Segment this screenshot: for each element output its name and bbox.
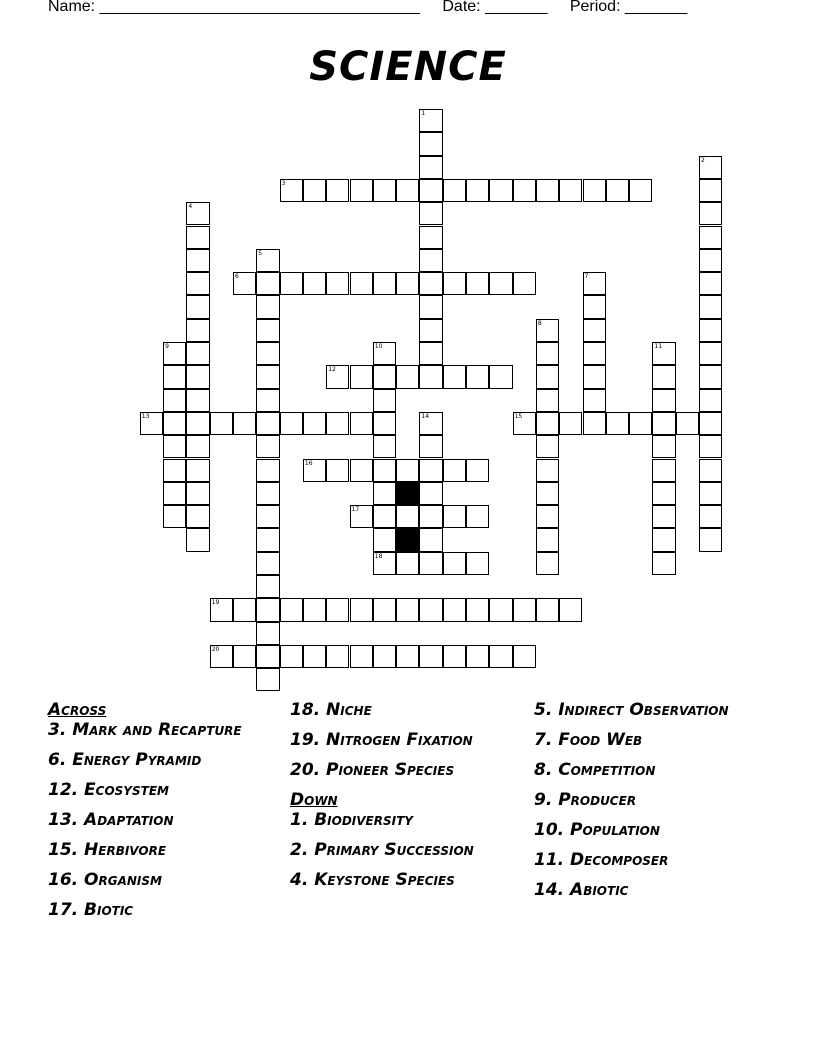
grid-cell[interactable] [163,389,186,412]
grid-cell[interactable] [466,365,489,388]
grid-cell[interactable] [233,412,256,435]
grid-cell[interactable] [186,226,209,249]
grid-cell[interactable] [233,645,256,668]
grid-cell[interactable] [419,226,442,249]
grid-cell[interactable] [186,482,209,505]
grid-cell[interactable] [396,179,419,202]
grid-cell[interactable] [256,598,279,621]
grid-cell[interactable] [419,249,442,272]
grid-cell[interactable] [699,249,722,272]
page-title: SCIENCE [309,44,507,90]
grid-cell [396,482,419,505]
grid-cell[interactable] [699,412,722,435]
grid-cell[interactable] [699,179,722,202]
grid-cell[interactable] [536,389,559,412]
grid-cell[interactable] [373,179,396,202]
grid-cell[interactable] [652,505,675,528]
grid-cell[interactable] [186,319,209,342]
grid-cell[interactable] [326,412,349,435]
grid-cell[interactable] [629,179,652,202]
grid-cell[interactable] [280,645,303,668]
clue-number: 15 [514,412,523,420]
grid-cell[interactable] [419,435,442,458]
grid-cell[interactable] [350,272,373,295]
grid-cell[interactable] [419,179,442,202]
grid-cell[interactable] [186,295,209,318]
clue-item: 8. Competition [534,760,656,780]
clue-item: 6. Energy Pyramid [48,750,202,770]
grid-cell[interactable] [373,389,396,412]
grid-cell[interactable] [419,342,442,365]
grid-cell[interactable] [373,482,396,505]
grid-cell[interactable] [373,598,396,621]
grid-cell[interactable] [536,342,559,365]
grid-cell[interactable] [419,272,442,295]
grid-cell[interactable] [256,319,279,342]
clue-number: 13 [141,412,150,420]
grid-cell[interactable] [373,435,396,458]
grid-cell[interactable] [280,272,303,295]
down-heading: Down [290,790,338,810]
grid-cell[interactable] [443,645,466,668]
grid-cell[interactable] [559,598,582,621]
grid-cell[interactable] [373,272,396,295]
grid-cell[interactable] [652,482,675,505]
grid-cell[interactable] [419,482,442,505]
clue-number: 1 [421,110,426,117]
grid-cell[interactable] [583,319,606,342]
clue-item: 5. Indirect Observation [534,700,729,720]
grid-cell[interactable] [652,459,675,482]
grid-cell[interactable] [699,505,722,528]
grid-cell[interactable] [443,272,466,295]
grid-cell[interactable] [256,459,279,482]
grid-cell[interactable] [419,505,442,528]
grid-cell[interactable] [699,482,722,505]
grid-cell[interactable] [652,435,675,458]
grid-cell[interactable] [350,598,373,621]
clue-item: 15. Herbivore [48,840,167,860]
grid-cell[interactable] [256,342,279,365]
grid-cell[interactable] [350,412,373,435]
grid-cell[interactable] [326,598,349,621]
clue-item: 3. Mark and Recapture [48,720,242,740]
grid-cell[interactable] [419,365,442,388]
grid-cell[interactable] [186,435,209,458]
grid-cell[interactable] [536,528,559,551]
grid-cell[interactable] [256,482,279,505]
grid-cell[interactable] [443,365,466,388]
grid-cell[interactable] [256,575,279,598]
clue-item: 13. Adaptation [48,810,174,830]
grid-cell [396,528,419,551]
period-field[interactable]: Period: _______ [569,0,688,15]
grid-cell[interactable] [396,505,419,528]
name-field[interactable]: Name: ____________________________________ [48,0,420,15]
grid-cell[interactable] [350,365,373,388]
grid-cell[interactable] [676,412,699,435]
clue-number: 19 [211,599,220,607]
clue-item: 16. Organism [48,870,162,890]
grid-cell[interactable] [419,202,442,225]
grid-cell[interactable] [559,179,582,202]
grid-cell[interactable] [443,598,466,621]
grid-cell[interactable] [536,365,559,388]
grid-cell[interactable] [373,459,396,482]
clue-number: 7 [584,273,589,281]
grid-cell[interactable] [536,552,559,575]
grid-cell[interactable] [396,552,419,575]
clue-column-3 [534,700,774,910]
grid-cell[interactable] [163,365,186,388]
grid-cell[interactable] [699,295,722,318]
grid-cell[interactable] [163,435,186,458]
grid-cell[interactable] [489,598,512,621]
clue-number: 5 [258,249,263,257]
across-heading: Across [48,700,107,720]
grid-cell[interactable] [466,272,489,295]
grid-cell[interactable] [419,156,442,179]
grid-cell[interactable] [699,435,722,458]
clue-column-1 [48,700,268,930]
grid-cell[interactable] [303,272,326,295]
grid-cell[interactable] [326,459,349,482]
grid-cell[interactable] [163,505,186,528]
grid-cell[interactable] [699,459,722,482]
grid-cell[interactable] [256,365,279,388]
grid-cell[interactable] [583,342,606,365]
grid-cell[interactable] [326,179,349,202]
grid-cell[interactable] [513,179,536,202]
clue-item: 17. Biotic [48,900,134,920]
grid-cell[interactable] [419,528,442,551]
grid-cell[interactable] [186,249,209,272]
grid-cell[interactable] [536,505,559,528]
grid-cell[interactable] [373,365,396,388]
grid-cell[interactable] [303,598,326,621]
grid-cell[interactable] [256,295,279,318]
grid-cell[interactable] [652,365,675,388]
grid-cell[interactable] [350,179,373,202]
grid-cell[interactable] [466,179,489,202]
grid-cell[interactable] [466,645,489,668]
grid-cell[interactable] [419,645,442,668]
grid-cell[interactable] [186,365,209,388]
grid-cell[interactable] [583,295,606,318]
grid-cell[interactable] [606,179,629,202]
grid-cell[interactable] [186,505,209,528]
grid-cell[interactable] [443,505,466,528]
grid-cell[interactable] [210,412,233,435]
grid-cell[interactable] [373,505,396,528]
clue-number: 20 [211,645,220,653]
grid-cell[interactable] [699,226,722,249]
grid-cell[interactable] [186,389,209,412]
clue-column-2 [290,700,520,900]
grid-cell[interactable] [303,645,326,668]
grid-cell[interactable] [256,412,279,435]
grid-cell[interactable] [652,552,675,575]
grid-cell[interactable] [466,505,489,528]
clue-item: 19. Nitrogen Fixation [290,730,473,750]
grid-cell[interactable] [699,272,722,295]
grid-cell[interactable] [536,179,559,202]
date-field[interactable]: Date: _______ [442,0,548,15]
grid-cell[interactable] [419,598,442,621]
grid-cell[interactable] [489,179,512,202]
grid-cell[interactable] [419,295,442,318]
grid-cell[interactable] [536,412,559,435]
clue-number: 12 [328,366,336,374]
grid-cell[interactable] [536,459,559,482]
grid-cell[interactable] [443,459,466,482]
clue-number: 6 [235,273,239,281]
clue-item: 14. Abiotic [534,880,629,900]
grid-cell[interactable] [513,645,536,668]
grid-cell[interactable] [606,412,629,435]
grid-cell[interactable] [396,272,419,295]
grid-cell[interactable] [559,412,582,435]
grid-cell[interactable] [256,645,279,668]
grid-cell[interactable] [583,365,606,388]
grid-cell[interactable] [396,645,419,668]
grid-cell[interactable] [629,412,652,435]
grid-cell[interactable] [326,272,349,295]
grid-cell[interactable] [699,319,722,342]
grid-cell[interactable] [419,552,442,575]
grid-cell[interactable] [280,598,303,621]
grid-cell[interactable] [419,319,442,342]
clue-number: 8 [537,319,542,327]
clue-item: 7. Food Web [534,730,643,750]
clue-number: 17 [351,506,360,514]
grid-cell[interactable] [652,412,675,435]
grid-cell[interactable] [303,179,326,202]
clue-number: 2 [701,156,705,164]
clue-number: 16 [304,459,313,467]
grid-cell[interactable] [256,435,279,458]
grid-cell[interactable] [233,598,256,621]
grid-cell[interactable] [163,459,186,482]
clue-number: 10 [374,343,383,350]
grid-cell[interactable] [699,528,722,551]
grid-cell[interactable] [256,552,279,575]
grid-cell[interactable] [350,645,373,668]
grid-cell[interactable] [652,389,675,412]
grid-cell[interactable] [699,202,722,225]
grid-cell[interactable] [583,412,606,435]
grid-cell[interactable] [489,272,512,295]
grid-cell[interactable] [350,459,373,482]
grid-cell[interactable] [699,365,722,388]
grid-cell[interactable] [652,528,675,551]
clue-item: 1. Biodiversity [290,810,413,830]
grid-cell[interactable] [396,459,419,482]
grid-cell[interactable] [373,645,396,668]
grid-cell[interactable] [536,598,559,621]
grid-cell[interactable] [583,389,606,412]
grid-cell[interactable] [186,272,209,295]
clue-item: 20. Pioneer Species [290,760,455,780]
grid-cell[interactable] [280,412,303,435]
grid-cell[interactable] [186,342,209,365]
clue-number: 18 [374,552,383,560]
clue-item: 12. Ecosystem [48,780,169,800]
grid-cell[interactable] [256,272,279,295]
grid-cell[interactable] [256,505,279,528]
grid-cell[interactable] [163,412,186,435]
clue-number: 11 [654,343,663,350]
clue-number: 14 [421,412,430,420]
grid-cell[interactable] [303,412,326,435]
grid-cell[interactable] [373,528,396,551]
clue-item: 10. Population [534,820,660,840]
grid-cell[interactable] [466,459,489,482]
grid-cell[interactable] [396,365,419,388]
grid-cell[interactable] [186,412,209,435]
grid-cell[interactable] [583,179,606,202]
grid-cell[interactable] [186,459,209,482]
grid-cell[interactable] [373,412,396,435]
grid-cell[interactable] [163,482,186,505]
grid-cell[interactable] [513,272,536,295]
grid-cell[interactable] [256,528,279,551]
clue-number: 3 [281,179,286,187]
grid-cell[interactable] [256,389,279,412]
grid-cell[interactable] [443,552,466,575]
clue-item: 11. Decomposer [534,850,669,870]
grid-cell[interactable] [489,645,512,668]
grid-cell[interactable] [186,528,209,551]
clue-item: 4. Keystone Species [290,870,455,890]
clue-number: 4 [188,203,193,211]
grid-cell[interactable] [419,132,442,155]
grid-cell[interactable] [466,598,489,621]
grid-cell[interactable] [419,459,442,482]
grid-cell[interactable] [396,598,419,621]
clue-item: 18. Niche [290,700,372,720]
grid-cell[interactable] [256,622,279,645]
grid-cell[interactable] [256,668,279,691]
grid-cell[interactable] [326,645,349,668]
grid-cell[interactable] [466,552,489,575]
grid-cell[interactable] [536,435,559,458]
clue-item: 9. Producer [534,790,637,810]
clue-number: 9 [165,343,169,350]
grid-cell[interactable] [699,342,722,365]
grid-cell[interactable] [443,179,466,202]
grid-cell[interactable] [536,482,559,505]
grid-cell[interactable] [699,389,722,412]
grid-cell[interactable] [489,365,512,388]
clue-item: 2. Primary Succession [290,840,474,860]
grid-cell[interactable] [513,598,536,621]
